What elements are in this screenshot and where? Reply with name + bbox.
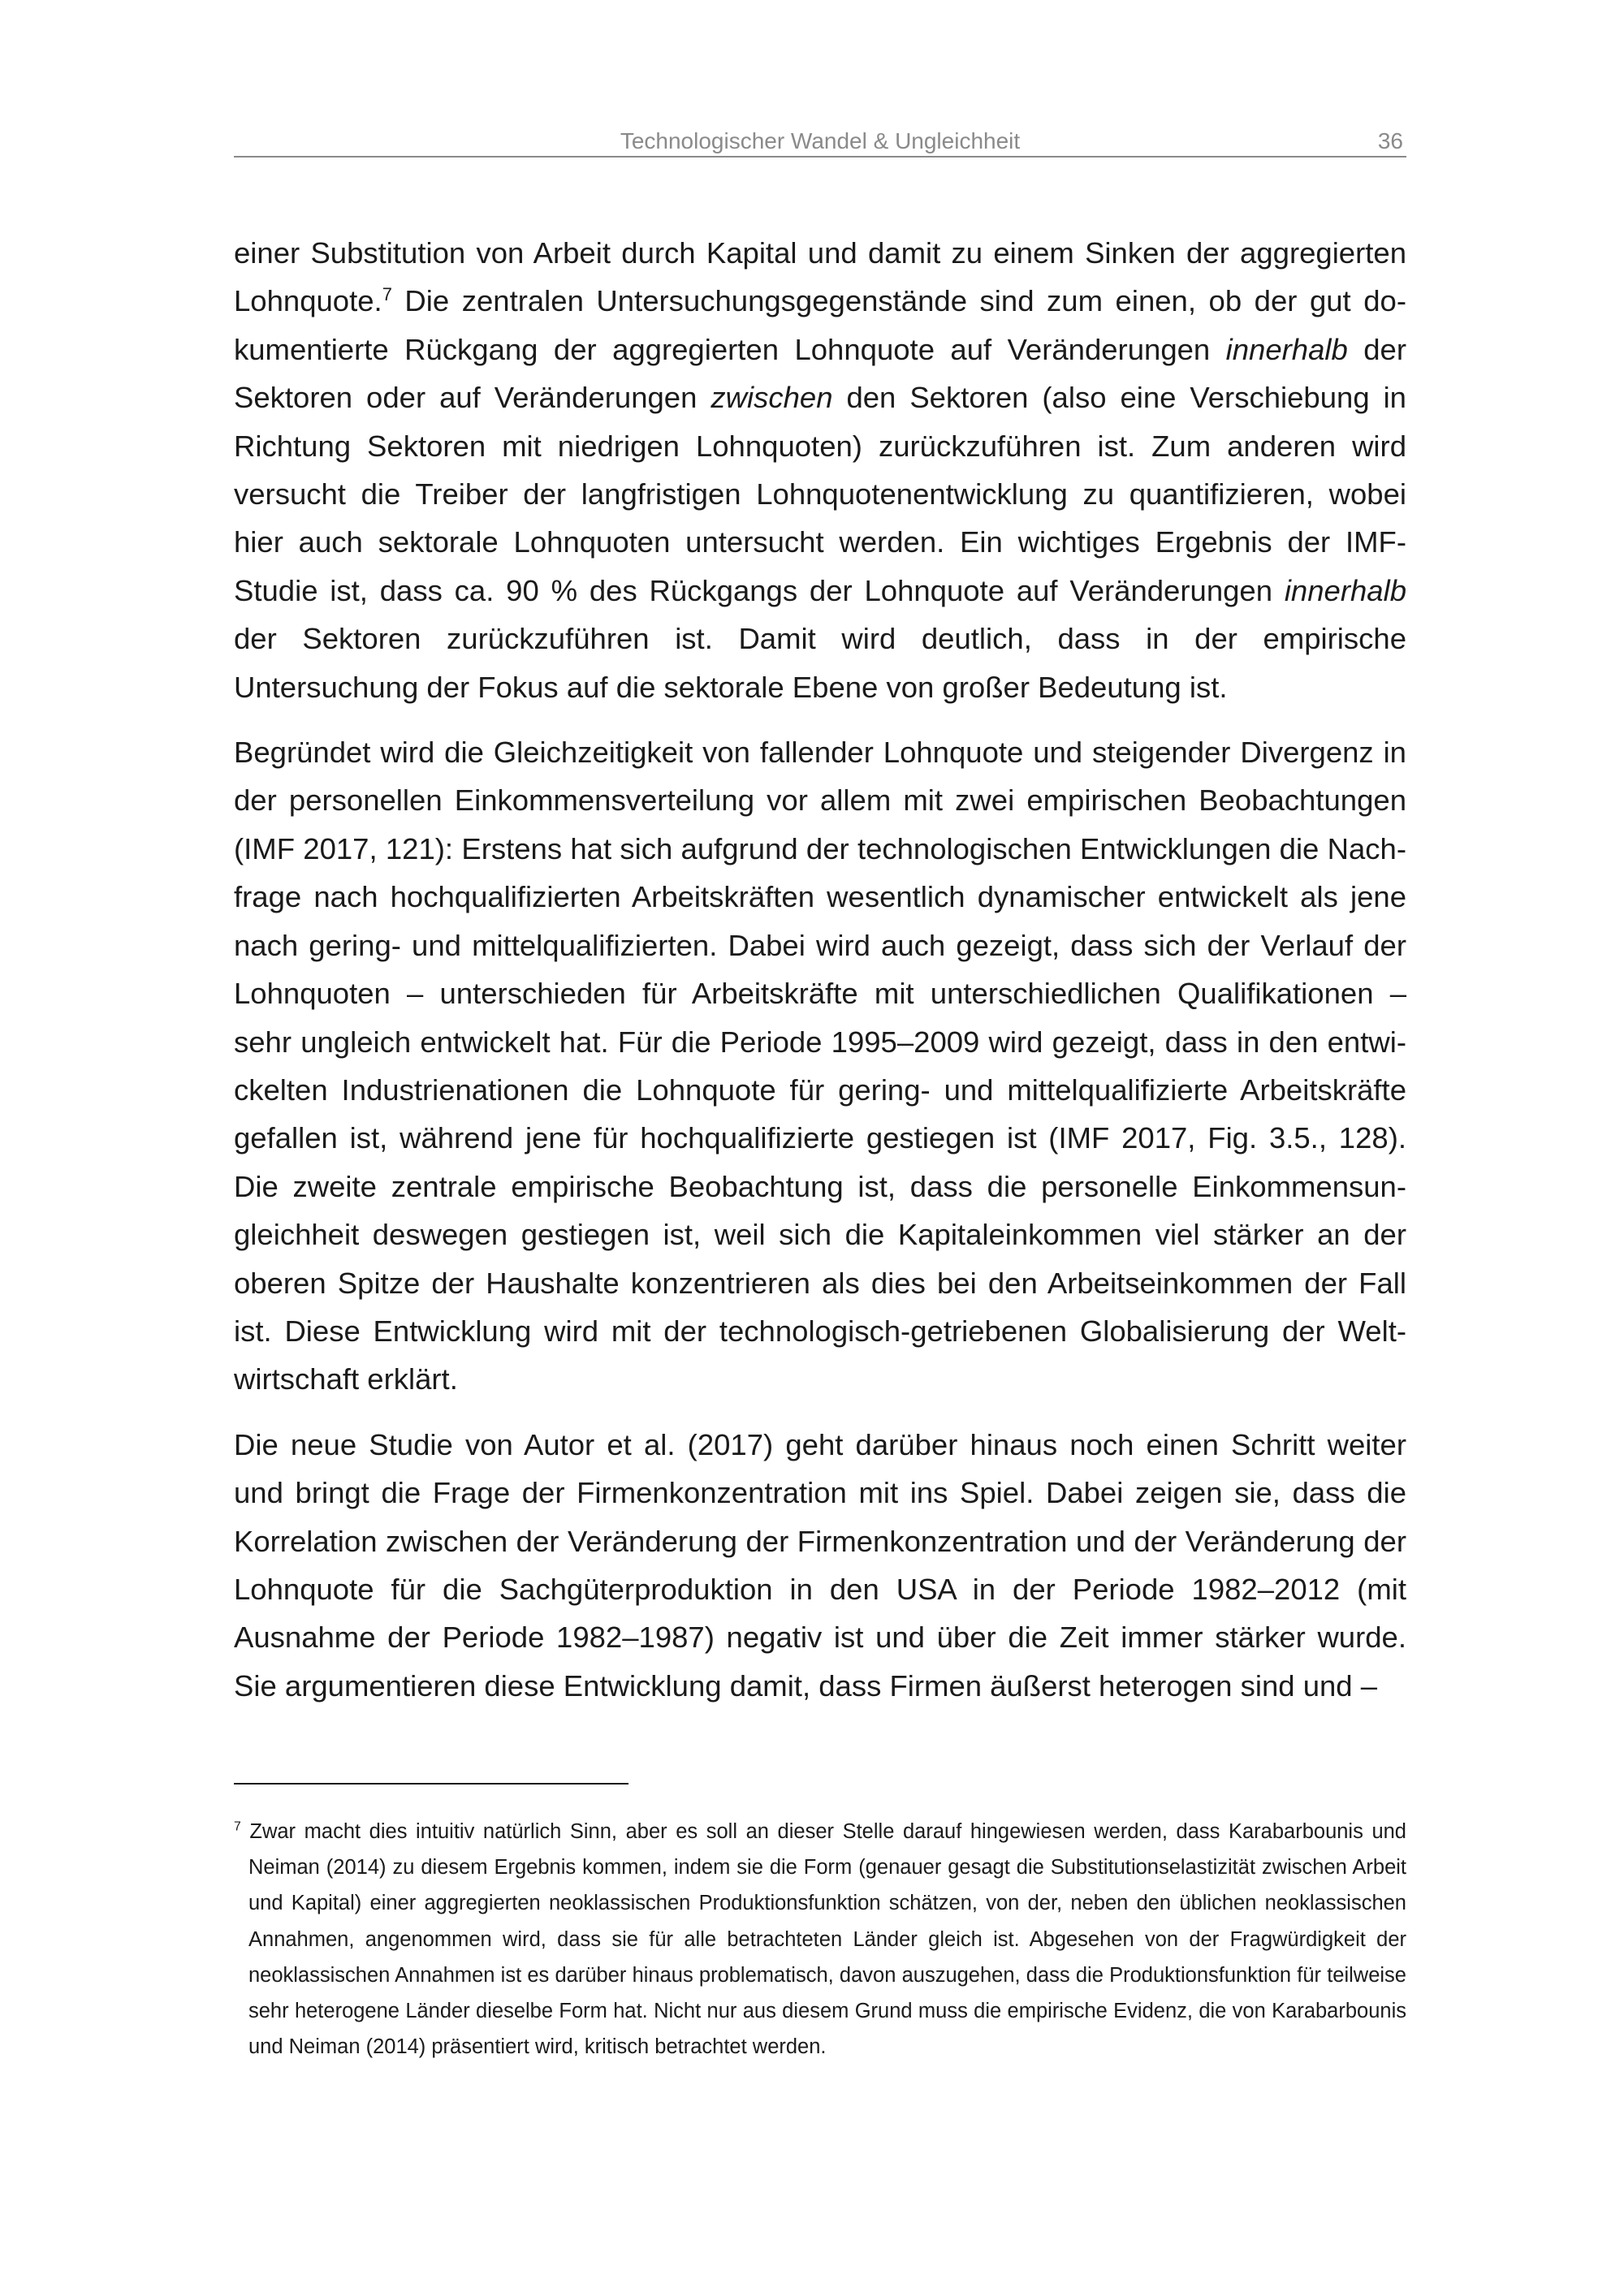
emphasis-innerhalb: innerhalb xyxy=(1225,332,1348,366)
footnote-7 xyxy=(234,1814,1406,2065)
paragraph-1 xyxy=(234,229,1406,711)
page-number: 36 xyxy=(1377,128,1403,153)
footnote xyxy=(234,1814,1406,2065)
footnote-separator xyxy=(234,1783,628,1785)
body-text xyxy=(234,229,1406,1727)
footnote-marker: 7 xyxy=(234,1819,241,1834)
paragraph-2: Begründet wird die Gleichzeitigkeit von fallender Lohnquote und steigender Divergenz in der personellen Einkommensverteilung vor allem mit zwei empirischen Beobachtungen (IMF 2017, 121): Erstens hat sich aufgrund der technologischen Entwicklungen die Nachfrage nach hochqualifizierten Arbeitskräften wesentlich dynamischer entwickelt als jene nach gering- und mittelqualifizierten. Dabei wird auch gezeigt, dass sich der Verlauf der Lohnquoten – unterschieden für Arbeitskräfte mit unterschiedlichen Qualifikationen – sehr ungleich entwickelt hat. Für die Periode 1995–2009 wird gezeigt, dass in den entwickelten Industrienationen die Lohnquote für gering- und mittelqualifizierte Arbeitskräfte gefallen ist, während jene für hochqualifizierte gestiegen ist (IMF 2017, Fig. 3.5., 128). Die zweite zentrale empirische Beobachtung ist, dass die personelle Einkommensungleichheit deswegen gestiegen ist, weil sich die Kapitaleinkommen viel stärker an der oberen Spitze der Haushalte konzentrieren als dies bei den Arbeitseinkommen der Fall ist. Diese Entwicklung wird mit der technologisch-getriebenen Globalisierung der Weltwirtschaft erklärt. xyxy=(234,736,1406,1396)
footnote-reference: 7 xyxy=(382,284,392,305)
paragraph-1-text: den Sektoren (also eine Verschiebung in Richtung Sektoren mit niedrigen Lohnquoten) zurückzuführen ist. Zum anderen wird versucht die Treiber der langfristigen Lohnquotenentwicklung zu quantifizieren, wobei hier auch sektorale Lohnquoten untersucht werden. Ein wichtiges Ergebnis der IMF-Studie ist, dass ca. 90 % des Rückgangs der Lohnquote auf Veränderungen xyxy=(234,381,1406,607)
emphasis-zwischen: zwischen xyxy=(710,381,833,415)
paragraph-1-text: der Sektoren zurückzuführen ist. Damit wird deutlich, dass in der empirische Untersuchung der Fokus auf die sektorale Ebene von großer Bedeutung ist. xyxy=(234,622,1406,704)
paragraph-1-text: Die zentralen Untersuchungsgegenstände sind zum einen, ob der gut dokumentierte Rückgang der aggregierten Lohnquote auf Veränderungen xyxy=(234,284,1406,366)
header-title: Technologischer Wandel & Ungleichheit xyxy=(620,128,1021,153)
paragraph-3: Die neue Studie von Autor et al. (2017) geht darüber hinaus noch einen Schritt weiter und bringt die Frage der Firmenkonzentration mit ins Spiel. Dabei zeigen sie, dass die Korrelation zwischen der Veränderung der Firmenkonzentration und der Veränderung der Lohnquote für die Sachgüterproduktion in den USA in der Periode 1982–2012 (mit Ausnahme der Periode 1982–1987) negativ ist und über die Zeit immer stärker wurde. Sie argumentieren diese Entwicklung damit, dass Firmen äußerst heterogen sind und – xyxy=(234,1427,1406,1703)
paragraph-1-text: einer Substitution von Arbeit durch Kapital und damit zu einem Sinken der aggregierten Lohnquote. xyxy=(234,236,1406,318)
emphasis-innerhalb: innerhalb xyxy=(1284,573,1406,607)
paragraph-1-text: der Sektoren oder auf Veränderungen xyxy=(234,332,1406,415)
running-header xyxy=(234,123,1406,158)
footnote-text: Zwar macht dies intuitiv natürlich Sinn, aber es soll an dieser Stelle darauf hingewiesen werden, dass Karabarbounis und Neiman (2014) zu diesem Ergebnis kommen, indem sie die Form (genauer gesagt die Substitutionselastizität zwischen Arbeit und Kapital) einer aggregierten neoklassischen Produktionsfunktion schätzen, von der, neben den üblichen neoklassischen Annahmen, angenommen wird, dass sie für alle betrachteten Länder gleich ist. Abgesehen von der Fragwürdigkeit der neoklassischen Annahmen ist es darüber hinaus problematisch, davon auszugehen, dass die Produktionsfunktion für teilweise sehr heterogene Länder dieselbe Form hat. Nicht nur aus diesem Grund muss die empirische Evidenz, die von Karabarbounis und Neiman (2014) präsentiert wird, kritisch betrachtet werden. xyxy=(240,1820,1406,2059)
